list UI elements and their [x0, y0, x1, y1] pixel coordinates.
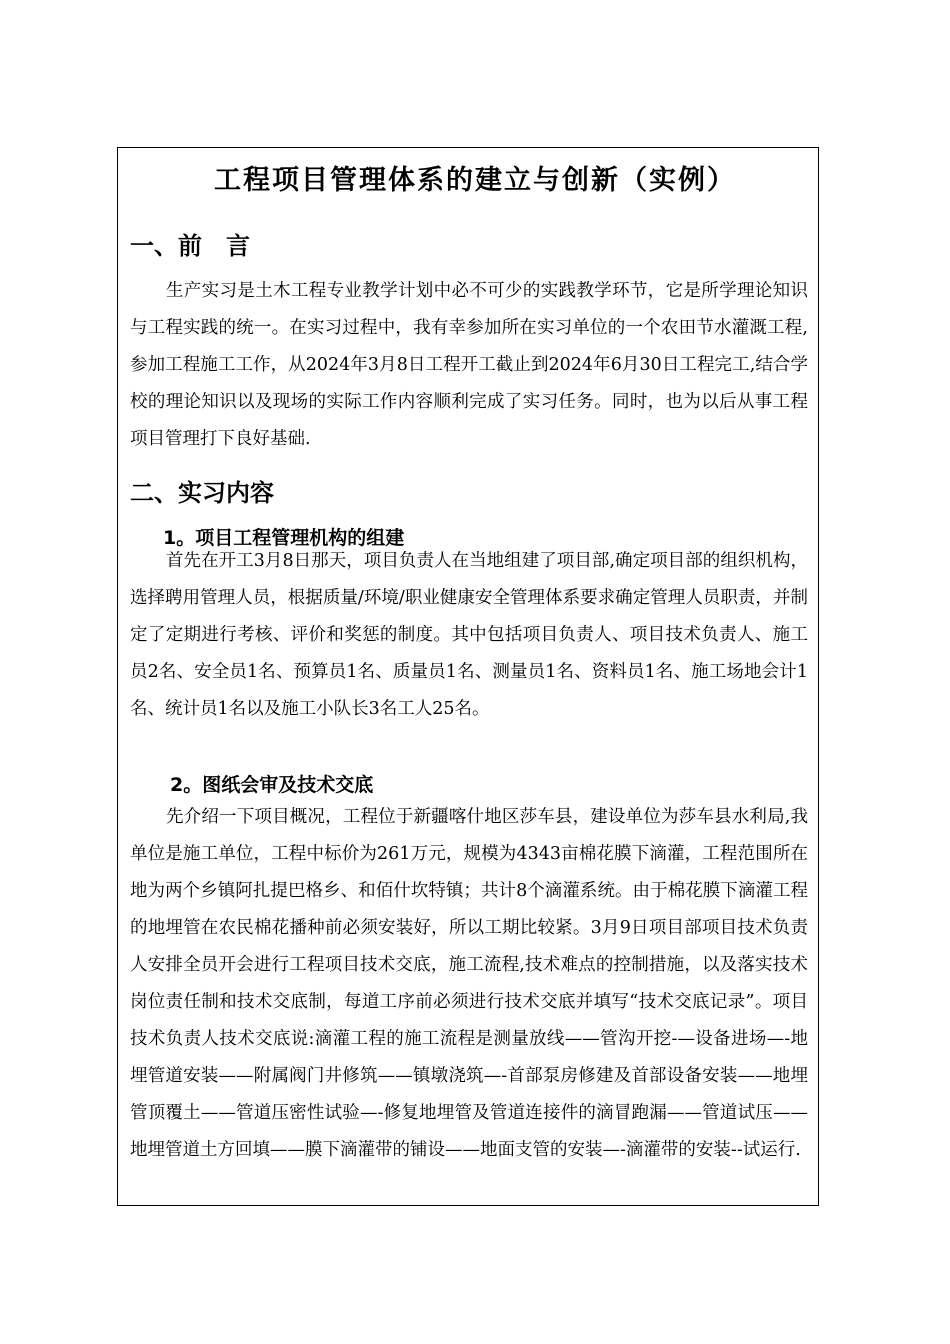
- section-heading-preface: 一、前 言: [130, 232, 250, 260]
- document-title: 工程项目管理体系的建立与创新（实例）: [214, 165, 736, 196]
- section-heading-internship-content: 二、实习内容: [130, 479, 274, 507]
- drawing-review-paragraph: 先介绍一下项目概况，工程位于新疆喀什地区莎车县，建设单位为莎车县水利局,我单位是施工单位，工程中标价为261万元，规模为4343亩棉花膜下滴灌，工程范围所在地为两个乡镇阿扎提巴格乡、和佰什坎特镇；共计8个滴灌系统。由于棉花膜下滴灌工程的地埋管在农民棉花播种前必须安装好，所以工期比较紧。3月9日项目部项目技术负责人安排全员开会进行工程项目技术交底，施工流程,技术难点的控制措施，以及落实技术岗位责任制和技术交底制，每道工序前必须进行技术交底并填写“技术交底记录”。项目技术负责人技术交底说:滴灌工程的施工流程是测量放线——管沟开挖-—设备进场—-地埋管道安装——附属阀门井修筑——镇墩浇筑—-首部泵房修建及首部设备安装——地埋管顶覆土——管道压密性试验—-修复地埋管及管道连接件的滴冒跑漏——管道试压——地埋管道土方回填——膜下滴灌带的铺设——地面支管的安装—-滴灌带的安装--试运行.: [130, 807, 808, 1160]
- subsection-heading-drawing-review: 2。图纸会审及技术交底: [170, 774, 374, 796]
- organization-paragraph: 首先在开工3月8日那天，项目负责人在当地组建了项目部,确定项目部的组织机构，选择聘用管理人员，根据质量/环境/职业健康安全管理体系要求确定管理人员职责，并制定了定期进行考核、评价和奖惩的制度。其中包括项目负责人、项目技术负责人、施工员2名、安全员1名、预算员1名、质量员1名、测量员1名、资料员1名、施工场地会计1名、统计员1名以及施工小队长3名工人25名。: [130, 551, 808, 719]
- preface-paragraph: 生产实习是土木工程专业教学计划中必不可少的实践教学环节，它是所学理论知识与工程实践的统一。在实习过程中，我有幸参加所在实习单位的一个农田节水灌溉工程,参加工程施工工作，从2024年3月8日工程开工截止到2024年6月30日工程完工,结合学校的理论知识以及现场的实际工作内容顺利完成了实习任务。同时，也为以后从事工程项目管理打下良好基础.: [130, 281, 808, 449]
- subsection-heading-organization: 1。项目工程管理机构的组建: [163, 527, 405, 549]
